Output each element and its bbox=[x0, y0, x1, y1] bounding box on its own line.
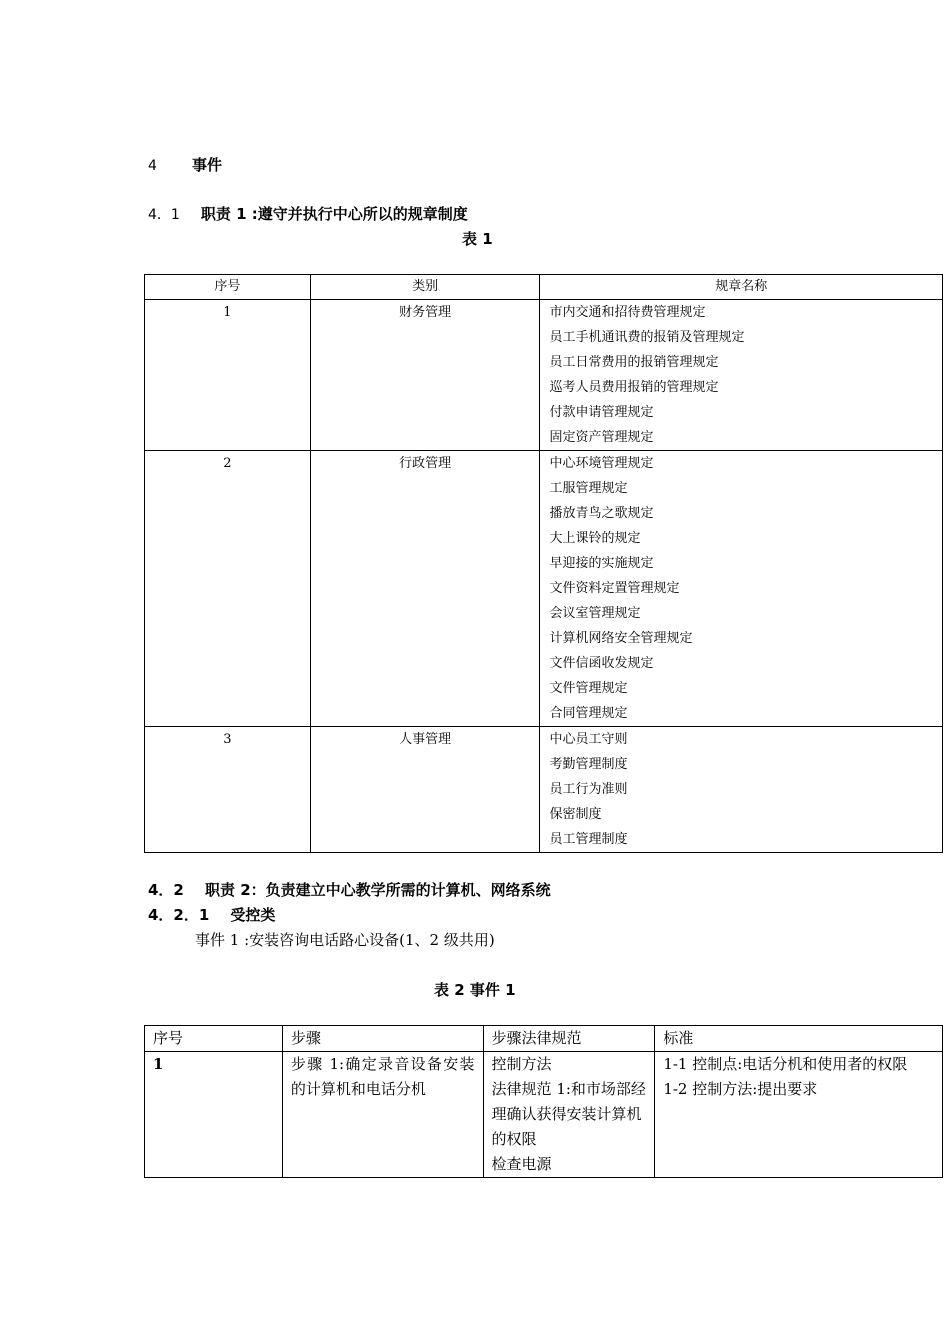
row-number: 2 bbox=[145, 451, 311, 727]
regulation-item: 中心环境管理规定 bbox=[549, 456, 654, 471]
regulation-item: 计算机网络安全管理规定 bbox=[549, 631, 693, 646]
table2-header-step: 步骤 bbox=[282, 1026, 483, 1052]
subsection-4-2-1-heading bbox=[148, 904, 275, 925]
regulation-item: 文件资料定置管理规定 bbox=[549, 581, 680, 596]
regulation-item: 市内交通和招待费管理规定 bbox=[549, 305, 706, 320]
table1-caption: 表 1 bbox=[462, 230, 493, 248]
subsection-4-2-1-number: 4．2．1 bbox=[148, 906, 210, 924]
step-cell: 步骤 1:确定录音设备安装的计算机和电话分机 bbox=[282, 1052, 483, 1178]
regulation-item: 大上课铃的规定 bbox=[549, 531, 641, 546]
norm-line: 法律规范 1:和市场部经理确认获得安装计算机的权限 bbox=[491, 1080, 646, 1148]
table-row bbox=[145, 300, 943, 451]
table1 bbox=[144, 274, 943, 853]
subsection-4-1-number: 4．1 bbox=[148, 207, 180, 223]
table1-header-row bbox=[145, 275, 943, 300]
section-heading bbox=[148, 154, 222, 175]
section-title: 事件 bbox=[192, 156, 223, 174]
table2-header-norm: 步骤法律规范 bbox=[483, 1026, 655, 1052]
regulation-item: 会议室管理规定 bbox=[549, 606, 641, 621]
table2-header-no: 序号 bbox=[145, 1026, 283, 1052]
row-category: 财务管理 bbox=[310, 300, 540, 451]
regulation-item: 文件信函收发规定 bbox=[549, 656, 654, 671]
regulation-list bbox=[540, 451, 943, 727]
table2 bbox=[144, 1025, 943, 1178]
table2-caption: 表 2 事件 1 bbox=[434, 981, 516, 999]
regulation-item: 员工手机通讯费的报销及管理规定 bbox=[549, 330, 745, 345]
row-category: 人事管理 bbox=[310, 727, 540, 853]
row-category: 行政管理 bbox=[310, 451, 540, 727]
row-number: 1 bbox=[145, 1052, 283, 1178]
regulation-item: 播放青鸟之歌规定 bbox=[549, 506, 654, 521]
regulation-item: 中心员工守则 bbox=[549, 732, 628, 747]
table1-header-category: 类别 bbox=[310, 275, 540, 300]
table2-header-row bbox=[145, 1026, 943, 1052]
table-row bbox=[145, 727, 943, 853]
subsection-4-1-title: 职责 1 :遵守并执行中心所以的规章制度 bbox=[200, 205, 468, 223]
regulation-item: 员工行为准则 bbox=[549, 782, 628, 797]
norm-cell bbox=[483, 1052, 655, 1178]
regulation-list bbox=[540, 727, 943, 853]
table-row bbox=[145, 451, 943, 727]
section-number: 4 bbox=[148, 158, 157, 174]
regulation-item: 早迎接的实施规定 bbox=[549, 556, 654, 571]
table2-header-standard: 标准 bbox=[655, 1026, 943, 1052]
norm-line: 控制方法 bbox=[491, 1055, 552, 1073]
regulation-item: 文件管理规定 bbox=[549, 681, 628, 696]
standard-line: 1-1 控制点:电话分机和使用者的权限 bbox=[663, 1055, 908, 1073]
subsection-4-1-heading bbox=[148, 203, 468, 224]
table1-header-name: 规章名称 bbox=[540, 275, 943, 300]
subsection-4-2-heading bbox=[148, 879, 551, 900]
regulation-item: 固定资产管理规定 bbox=[549, 430, 654, 445]
regulation-item: 考勤管理制度 bbox=[549, 757, 628, 772]
regulation-item: 工服管理规定 bbox=[549, 481, 628, 496]
table-row bbox=[145, 1052, 943, 1178]
regulation-item: 合同管理规定 bbox=[549, 706, 628, 721]
subsection-4-2-number: 4．2 bbox=[148, 881, 184, 899]
standard-line: 1-2 控制方法:提出要求 bbox=[663, 1080, 818, 1098]
regulation-item: 付款申请管理规定 bbox=[549, 405, 654, 420]
subsection-4-2-1-title: 受控类 bbox=[230, 906, 276, 924]
regulation-item: 员工日常费用的报销管理规定 bbox=[549, 355, 719, 370]
table1-header-no: 序号 bbox=[145, 275, 311, 300]
event-description: 事件 1 :安装咨询电话路心设备(1、2 级共用) bbox=[195, 931, 495, 949]
regulation-list bbox=[540, 300, 943, 451]
regulation-item: 保密制度 bbox=[549, 807, 602, 822]
row-number: 3 bbox=[145, 727, 311, 853]
standard-cell bbox=[655, 1052, 943, 1178]
regulation-item: 员工管理制度 bbox=[549, 832, 628, 847]
subsection-4-2-title: 职责 2：负责建立中心教学所需的计算机、网络系统 bbox=[204, 881, 551, 899]
regulation-item: 巡考人员费用报销的管理规定 bbox=[549, 380, 719, 395]
norm-line: 检查电源 bbox=[491, 1155, 552, 1173]
row-number: 1 bbox=[145, 300, 311, 451]
